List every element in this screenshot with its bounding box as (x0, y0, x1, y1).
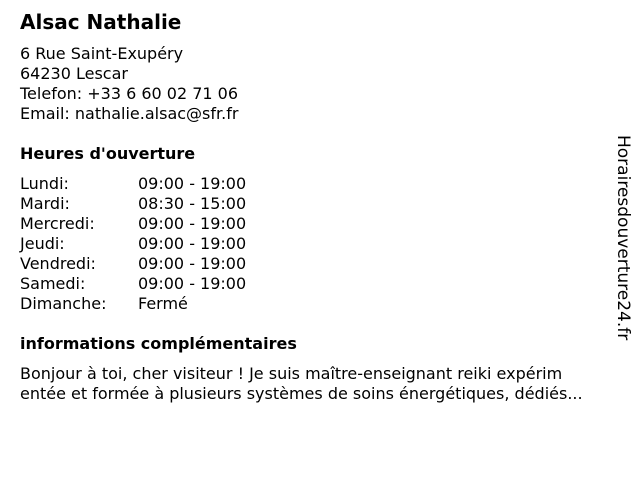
address-city: 64230 Lescar (20, 64, 128, 83)
hours-heading: Heures d'ouverture (20, 144, 196, 163)
phone-line: Telefon: +33 6 60 02 71 06 (20, 84, 239, 103)
description-line-2: entée et formée à plusieurs systèmes de soins énergétiques, dédiés... (20, 384, 583, 403)
day-label: Vendredi: (20, 254, 96, 273)
day-label: Mardi: (20, 194, 70, 213)
hours-value: 09:00 - 19:00 (138, 274, 247, 293)
hours-value: 09:00 - 19:00 (138, 174, 247, 193)
address-street: 6 Rue Saint-Exupéry (20, 44, 184, 63)
day-label: Mercredi: (20, 214, 95, 233)
day-label: Jeudi: (20, 234, 65, 253)
hours-value: 09:00 - 19:00 (138, 234, 247, 253)
hours-value: Fermé (138, 294, 188, 313)
day-label: Dimanche: (20, 294, 107, 313)
info-heading: informations complémentaires (20, 334, 297, 353)
business-name: Alsac Nathalie (20, 10, 182, 34)
description-line-1: Bonjour à toi, cher visiteur ! Je suis maître-enseignant reiki expérim (20, 364, 563, 383)
email-line: Email: nathalie.alsac@sfr.fr (20, 104, 239, 123)
day-label: Lundi: (20, 174, 69, 193)
hours-value: 08:30 - 15:00 (138, 194, 247, 213)
hours-value: 09:00 - 19:00 (138, 254, 247, 273)
hours-value: 09:00 - 19:00 (138, 214, 247, 233)
day-label: Samedi: (20, 274, 86, 293)
site-watermark: Horairesdouverture24.fr (613, 135, 633, 341)
